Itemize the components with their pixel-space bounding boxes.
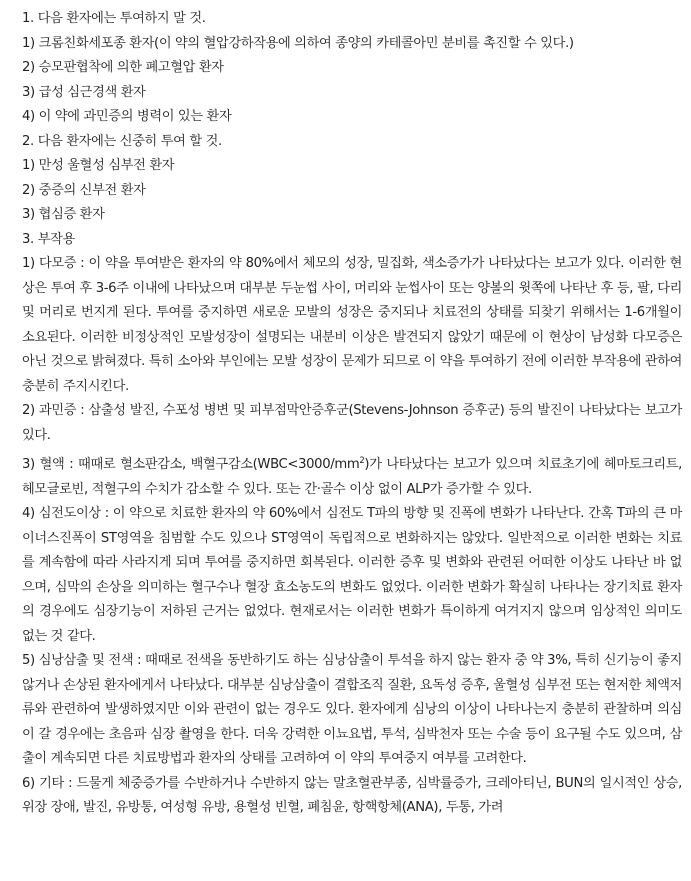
adverse-ecg-paragraph: 4) 심전도이상 : 이 약으로 치료한 환자의 약 60%에서 심전도 T파의 방향 및 진폭에 변화가 나타난다. 간혹 T파의 큰 마이너스진폭이 ST영역을 침범할 수도 있으나 ST영역이 독립적으로 변화하지는 않았다. 일반적으로 이러한 변화는 치료를 계속함에 따라 사라지게 되며 투여를 중지하면 회복된다. 이러한 증후 및 변화와 관련된 어떠한 이상도 나타난 바 없으며, 심막의 손상을 의미하는 혈구수나 혈장 효소농도의 변화도 없었다. 이러한 변화가 확실히 나타나는 장기치료 환자의 경우에도 심장기능이 저하된 근거는 없었다. 현재로서는 이러한 변화가 특이하게 여겨지지 않으며 임상적인 의미도 없는 것 같다. [22, 506, 682, 644]
document-body [22, 7, 682, 821]
contraindication-item-4: 4) 이 약에 과민증의 병력이 있는 환자 [22, 109, 232, 124]
careful-administration-item-3: 3) 협심증 환자 [22, 207, 105, 222]
adverse-hypersensitivity-paragraph: 2) 과민증 : 삼출성 발진, 수포성 병변 및 피부점막안증후군(Stevens-Johnson 증후군) 등의 발진이 나타났다는 보고가 있다. [22, 403, 682, 443]
adverse-pericardial-paragraph: 5) 심낭삼출 및 전색 : 때때로 전색을 동반하기도 하는 심낭삼출이 투석을 하지 않는 환자 중 약 3%, 특히 신기능이 좋지 않거나 손상된 환자에게서 나타났다. 대부분 심낭삼출이 결합조직 질환, 요독성 증후, 울혈성 심부전 또는 현저한 체액저류와 관련하여 발생하였지만 이와 관련이 없는 경우도 있다. 환자에게 심낭의 이상이 나타나는지 충분히 관찰하며 의심이 갈 경우에는 초음파 심장 촬영을 한다. 더욱 강력한 이뇨요법, 투석, 심박천자 또는 수술 등이 요구될 수도 있으며, 삼출이 계속되면 다른 치료방법과 환자의 상태를 고려하여 이 약의 투여중지 여부를 고려한다. [22, 653, 682, 766]
adverse-reactions-heading: 3. 부작용 [22, 231, 75, 247]
adverse-other-paragraph: 6) 기타 : 드물게 체중증가를 수반하거나 수반하지 않는 말초혈관부종, 심박률증가, 크레아티닌, BUN의 일시적인 상승, 위장 장애, 발진, 유방통, 여성형 유방, 용혈성 빈혈, 폐침윤, 항핵항체(ANA), 두통, 가려 [22, 775, 682, 815]
contraindications-heading: 1. 다음 환자에는 투여하지 말 것. [22, 11, 206, 26]
careful-administration-item-1: 1) 만성 울혈성 심부전 환자 [22, 158, 175, 173]
careful-administration-item-2: 2) 중증의 신부전 환자 [22, 182, 146, 198]
contraindication-item-1: 1) 크롬친화세포종 환자(이 약의 혈압강하작용에 의하여 종양의 카테콜아민 분비를 촉진할 수 있다.) [22, 35, 574, 51]
blood-unit-superscript: 2 [359, 456, 365, 466]
adverse-blood-paragraph [22, 453, 682, 502]
blood-text-start: 3) 혈액 : 때때로 혈소판감소, 백혈구감소(WBC<3000/mm [22, 457, 360, 472]
contraindication-item-3: 3) 급성 심근경색 환자 [22, 84, 146, 100]
contraindication-item-2: 2) 승모판협착에 의한 폐고혈압 환자 [22, 60, 224, 75]
blood-text-end: )가 나타났다는 보고가 있으며 치료초기에 헤마토크리트, 헤모글로빈, 적혈구의 수치가 감소할 수 있다. 또는 간·골수 이상 없이 ALP가 증가할 수 있다. [22, 457, 682, 497]
careful-administration-heading: 2. 다음 환자에는 신중히 투여 할 것. [22, 133, 222, 149]
adverse-hypertrichosis-paragraph: 1) 다모증 : 이 약을 투여받은 환자의 약 80%에서 체모의 성장, 밀집화, 색소증가가 나타났다는 보고가 있다. 이러한 현상은 투여 후 3-6주 이내에 나타났으며 대부분 두눈썹 사이, 머리와 눈썹사이 또는 양볼의 윗쪽에 나타난 후 등, 팔, 다리 및 머리로 번지게 된다. 투여를 중지하면 새로운 모발의 성장은 중지되나 치료전의 상태를 되찾기 위해서는 1-6개월이 소요된다. 이러한 비정상적인 모발성장이 설명되는 내분비 이상은 발견되지 않았기 때문에 이 현상이 남성화 다모증은 아닌 것으로 밝혀졌다. 특히 소아와 부인에는 모발 성장이 문제가 되므로 이 약을 투여하기 전에 이러한 부작용에 관하여 충분히 주지시킨다. [22, 256, 682, 394]
